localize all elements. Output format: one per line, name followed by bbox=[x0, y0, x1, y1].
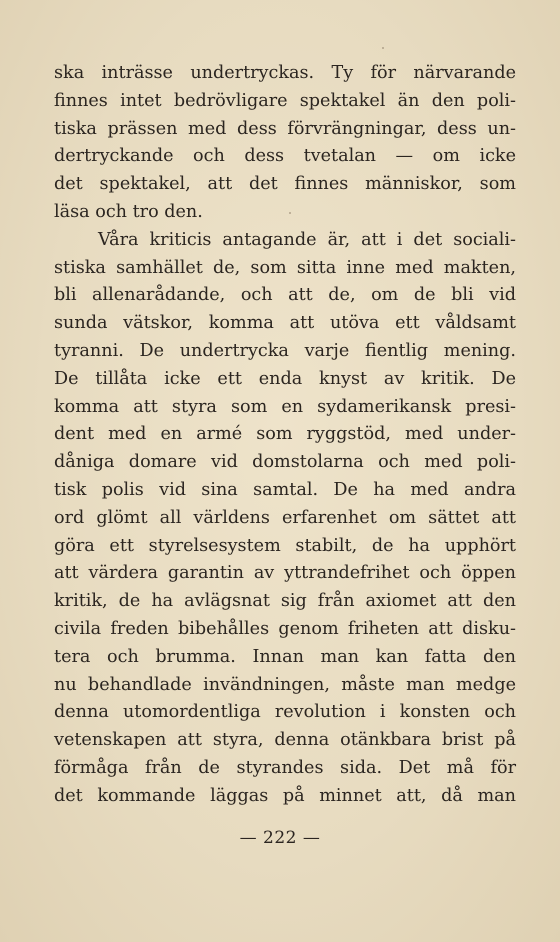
text-line: denna utomordentliga revolution i konsten och bbox=[54, 702, 516, 723]
text-line: dåniga domare vid domstolarna och med poli- bbox=[54, 452, 516, 473]
text-line: tisk polis vid sina samtal. De ha med andra bbox=[54, 479, 516, 500]
text-line: civila freden bibehålles genom friheten att disku- bbox=[54, 618, 516, 639]
text-line: De tillåta icke ett enda knyst av kritik. De bbox=[54, 368, 516, 389]
text-line: dent med en armé som ryggstöd, med under- bbox=[54, 424, 516, 445]
text-line: läsa och tro den. bbox=[54, 201, 203, 222]
text-line: ska inträsse undertryckas. Ty för närvarande bbox=[54, 63, 516, 83]
text-line: dertryckande och dess tvetalan — om icke bbox=[54, 146, 516, 167]
text-line: finnes intet bedrövligare spektakel än den poli- bbox=[54, 90, 516, 111]
text-line: kritik, de ha avlägsnat sig från axiomet att den bbox=[54, 591, 516, 612]
text-line: förmåga från de styrandes sida. Det må för bbox=[54, 757, 516, 778]
text-line: det spektakel, att det finnes människor, som bbox=[54, 174, 516, 195]
text-line: stiska samhället de, som sitta inne med makten, bbox=[54, 257, 516, 278]
body-text bbox=[54, 60, 516, 811]
text-line: göra ett styrelsesystem stabilt, de ha upphört bbox=[54, 535, 516, 556]
text-line: nu behandlade invändningen, måste man medge bbox=[54, 674, 516, 695]
text-line: komma att styra som en sydamerikansk presi- bbox=[54, 396, 516, 417]
text-line: sunda vätskor, komma att utöva ett våldsamt bbox=[54, 313, 516, 334]
text-line: det kommande läggas på minnet att, då man bbox=[54, 785, 516, 806]
paper-speck bbox=[382, 47, 384, 49]
text-line: vetenskapen att styra, denna otänkbara brist på bbox=[54, 730, 516, 751]
text-line: Våra kriticis antagande är, att i det sociali- bbox=[98, 229, 516, 250]
text-line: tiska prässen med dess förvrängningar, dess un- bbox=[54, 118, 516, 139]
text-line: tyranni. De undertrycka varje fientlig mening. bbox=[54, 340, 516, 361]
text-line: bli allenarådande, och att de, om de bli vid bbox=[54, 285, 516, 306]
text-line: tera och brumma. Innan man kan fatta den bbox=[54, 646, 516, 667]
text-line: ord glömt all världens erfarenhet om sättet att bbox=[54, 507, 516, 528]
text-line: att värdera garantin av yttrandefrihet och öppen bbox=[54, 563, 516, 584]
page-number: — 222 — bbox=[239, 828, 321, 848]
